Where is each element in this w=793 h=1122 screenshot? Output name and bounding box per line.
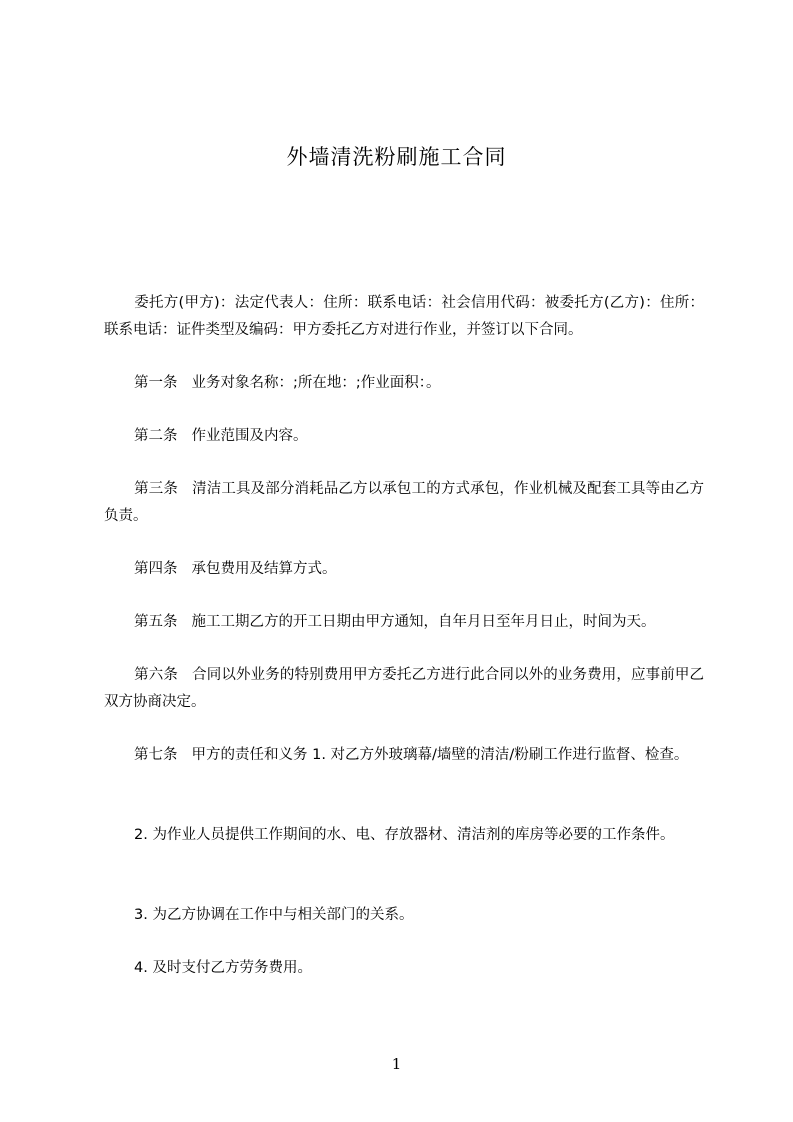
article-2 xyxy=(104,423,704,450)
item-text: 2. 为作业人员提供工作期间的水、电、存放器材、清洁剂的库房等必要的工作条件。 xyxy=(134,827,675,843)
article-text: 甲方的责任和义务 1. 对乙方外玻璃幕/墙壁的清洁/粉刷工作进行监督、检查。 xyxy=(191,747,689,763)
article-text: 业务对象名称：;所在地：;作业面积：。 xyxy=(191,375,441,391)
article-text: 清洁工具及部分消耗品乙方以承包工的方式承包，作业机械及配套工具等由乙方负责。 xyxy=(104,481,704,524)
article-text: 作业范围及内容。 xyxy=(191,428,308,444)
article-text: 合同以外业务的特别费用甲方委托乙方进行此合同以外的业务费用，应事前甲乙双方协商决定。 xyxy=(104,667,704,710)
article-heading: 第一条 xyxy=(134,375,178,391)
article-text: 施工工期乙方的开工日期由甲方通知，自年月日至年月日止，时间为天。 xyxy=(191,614,656,630)
article-7-item-4 xyxy=(104,955,704,982)
article-6 xyxy=(104,662,704,716)
article-heading: 第五条 xyxy=(134,614,178,630)
article-7-item-3 xyxy=(104,902,704,929)
article-1 xyxy=(104,370,704,397)
paragraph-text: 委托方(甲方)：法定代表人：住所：联系电话：社会信用代码：被委托方(乙方)：住所：联系电话：证件类型及编码：甲方委托乙方对进行作业，并签订以下合同。 xyxy=(104,295,704,338)
article-7-item-2 xyxy=(104,822,704,849)
article-heading: 第三条 xyxy=(134,481,179,497)
item-text: 3. 为乙方协调在工作中与相关部门的关系。 xyxy=(134,907,414,923)
article-4 xyxy=(104,556,704,583)
article-heading: 第七条 xyxy=(134,747,178,763)
document-title: 外墙清洗粉刷施工合同 xyxy=(286,145,507,169)
article-7 xyxy=(104,742,704,769)
article-3 xyxy=(104,476,704,530)
page-number: 1 xyxy=(391,1055,402,1073)
article-heading: 第二条 xyxy=(134,428,178,444)
article-5 xyxy=(104,609,704,636)
item-text: 4. 及时支付乙方劳务费用。 xyxy=(134,960,312,976)
article-heading: 第六条 xyxy=(134,667,179,683)
article-heading: 第四条 xyxy=(134,561,178,577)
article-text: 承包费用及结算方式。 xyxy=(191,561,337,577)
parties-paragraph xyxy=(104,290,704,344)
